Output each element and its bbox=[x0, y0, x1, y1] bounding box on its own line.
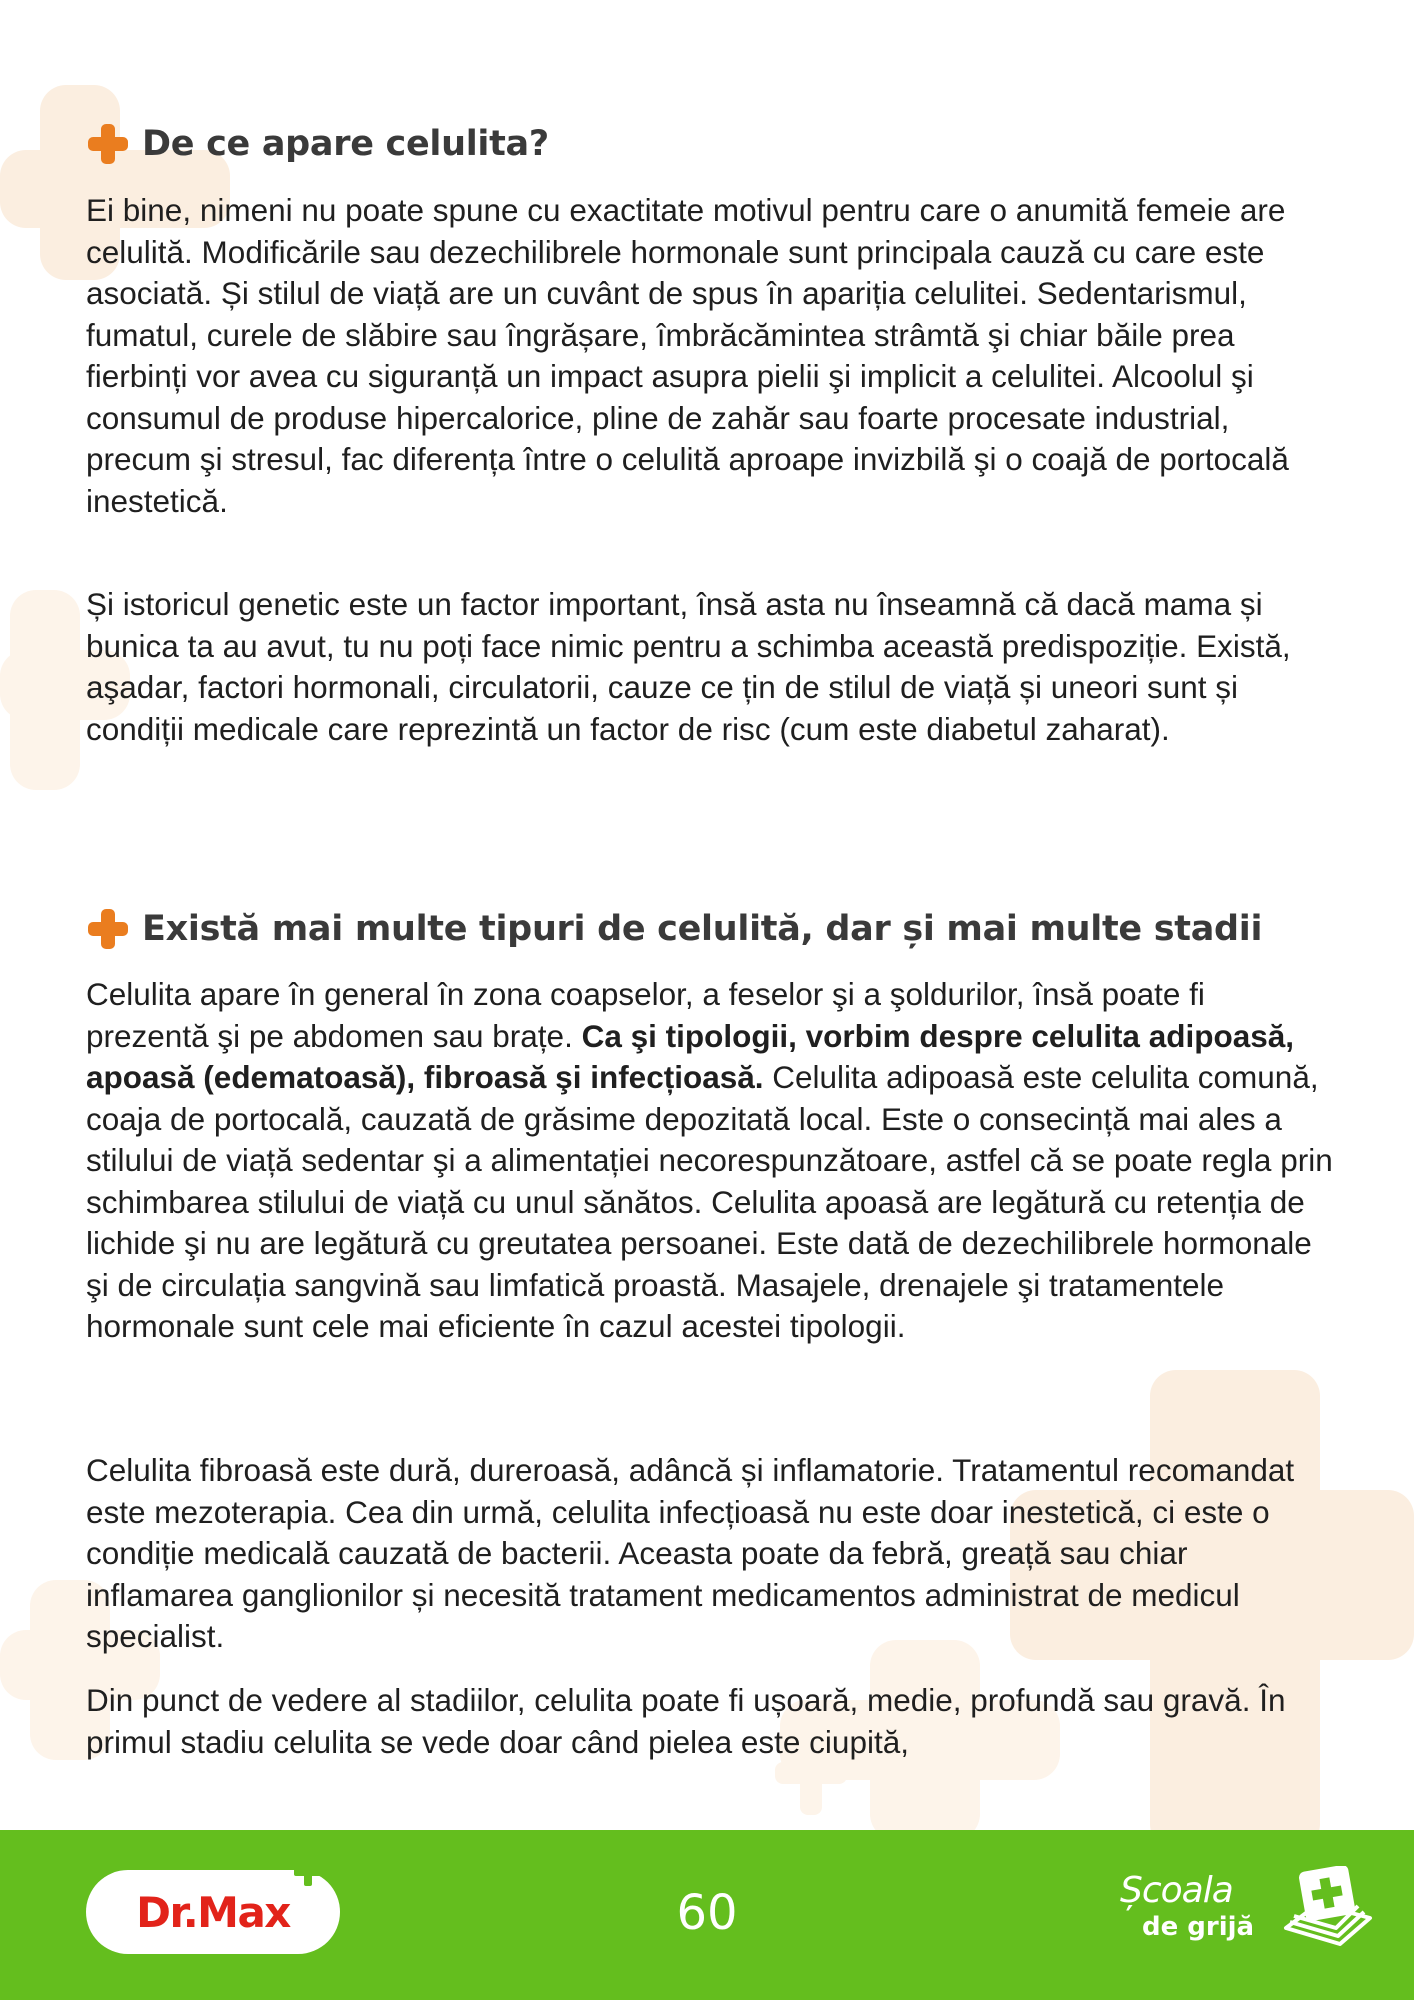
heading-text: De ce apare celulita? bbox=[142, 124, 549, 165]
plus-icon bbox=[86, 907, 130, 951]
page-number: 60 bbox=[676, 1885, 738, 1941]
heading-text: Există mai multe tipuri de celulită, dar și mai multe stadii bbox=[142, 909, 1263, 950]
footer-bar bbox=[0, 1830, 1414, 2000]
paragraph: Ei bine, nimeni nu poate spune cu exactitate motivul pentru care o anumită femeie are celulită. Modificările sau dezechilibrele hormonale sunt principala cauză cu care este asociată. Și stilul de viață are un cuvânt de spus în apariția celulitei. Sedentarismul, fumatul, curele de slăbire sau îngrășare, îmbrăcămintea strâmtă şi chiar băile prea fierbinți vor avea cu siguranță un impact asupra pielii şi implicit a celulitei. Alcoolul şi consumul de produse hipercalorice, pline de zahăr sau foarte procesate industrial, precum şi stresul, fac diferența între o celulită aproape invizbilă şi o coajă de portocală inestetică. bbox=[86, 192, 1289, 519]
dr-max-logo-text: Dr.Max bbox=[136, 1887, 290, 1937]
text-span: Celulita adipoasă este celulita comună, coaja de portocală, cauzată de grăsime depozitată local. Este o consecință mai ales a stilului de viață sedentar şi a alimentației necorespunzătoare, astfel că se poate regla prin schimbarea stilului de viață cu unul sănătos. Celulita apoasă are legătură cu retenția de lichide şi nu are legătură cu greutatea persoanei. Este dată de dezechilibrele hormonale şi de circulația sangvină sau limfatică proastă. Masajele, drenajele şi tratamentele hormonale sunt cele mai eficiente în cazul acestei tipologii. bbox=[86, 1059, 1333, 1344]
plus-icon bbox=[86, 122, 130, 166]
paragraph: Și istoricul genetic este un factor important, însă asta nu înseamnă că dacă mama și bunica ta au avut, tu nu poți face nimic pentru a schimba această predispoziție. Există, aşadar, factori hormonali, circulatorii, cauze ce țin de stilul de viață și uneori sunt și condiții medicale care reprezintă un factor de risc (cum este diabetul zaharat). bbox=[86, 586, 1291, 747]
paragraph: Din punct de vedere al stadiilor, celulita poate fi ușoară, medie, profundă sau gravă. În primul stadiu celulita se vede doar când pielea este ciupită, bbox=[86, 1682, 1286, 1760]
school-logo-title: Școala bbox=[1120, 1870, 1233, 1911]
book-plus-icon bbox=[1278, 1866, 1374, 1956]
paragraph-cellulite-types bbox=[86, 974, 1336, 1348]
text-span: Celulita apare în general în zona coapselor, a feselor şi a şoldurilor, însă poate fi prezentă şi pe abdomen sau brațe. bbox=[86, 976, 1205, 1054]
logo-plus-icon bbox=[294, 1858, 322, 1886]
school-logo-subtitle: de grijă bbox=[1142, 1912, 1255, 1942]
paragraph: Celulita fibroasă este dură, dureroasă, adâncă și inflamatorie. Tratamentul recomandat este mezoterapia. Cea din urmă, celulita infecțioasă nu este doar inestetică, ci este o condiție medicală cauzată de bacterii. Aceasta poate da febră, greață sau chiar inflamarea ganglionilor și necesită tratament medicamentos administrat de medicul specialist. bbox=[86, 1452, 1295, 1654]
bold-text: Ca şi tipologii, vorbim despre celulita adipoasă, apoasă (edematoasă), fibroasă şi infecțioasă. bbox=[86, 1017, 1295, 1095]
section-heading-cellulite-causes bbox=[86, 122, 549, 166]
scoala-de-grija-logo bbox=[1118, 1866, 1378, 1966]
section-heading-cellulite-types bbox=[86, 907, 1262, 951]
